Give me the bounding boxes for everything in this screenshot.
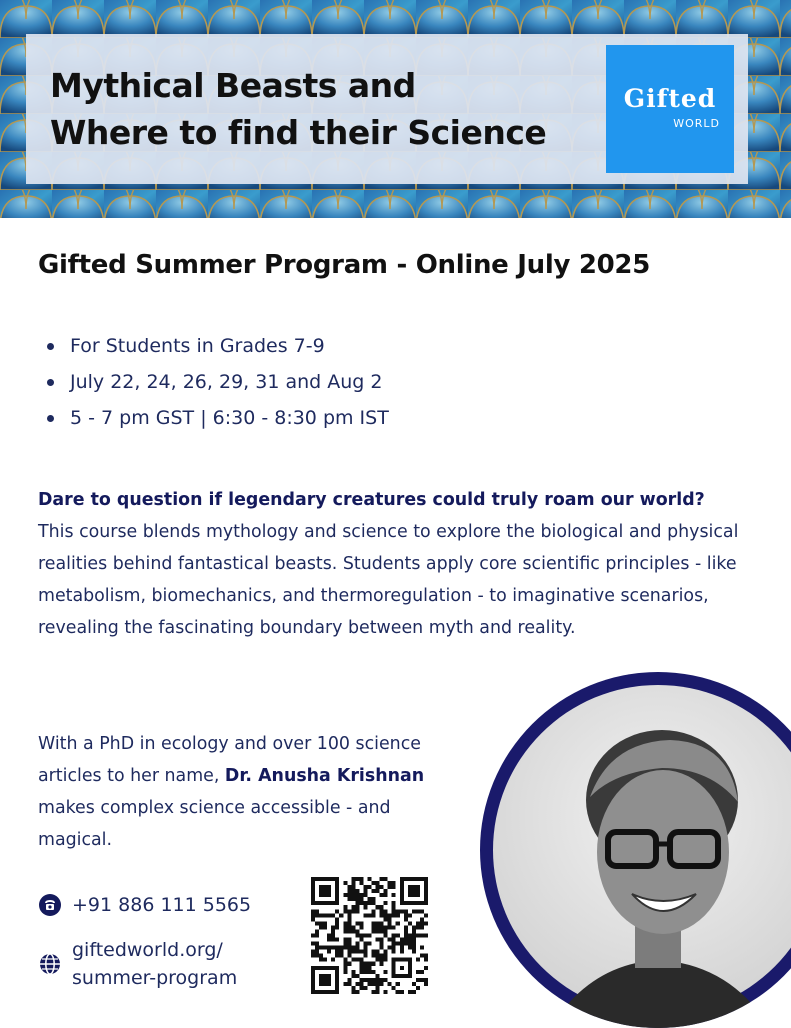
- instructor-name: Dr. Anusha Krishnan: [224, 766, 425, 786]
- website-line-2: summer-program: [72, 967, 238, 989]
- title-line-1: Mythical Beasts and: [50, 66, 416, 105]
- course-description: [38, 484, 743, 644]
- globe-icon: [38, 952, 62, 976]
- description-body: This course blends mythology and science to explore the biological and physical realities behind fantastical beasts. Students apply core scientific principles - like metabolism, biomechanics, and thermoregulation - to imaginative scenarios, revealing the fascinating boundary between myth and reality.: [38, 522, 739, 638]
- gifted-world-logo: [606, 45, 734, 173]
- bio-intro: With a PhD in ecology and over 100 science articles to her name,: [38, 734, 421, 786]
- phone-icon: [38, 893, 62, 917]
- program-heading: Gifted Summer Program - Online July 2025: [38, 250, 651, 280]
- website-contact[interactable]: [38, 936, 237, 992]
- logo-subtext: WORLD: [673, 117, 720, 130]
- program-details-list: [44, 328, 389, 436]
- qr-code[interactable]: [311, 877, 428, 994]
- logo-wordmark: Gifted: [623, 84, 717, 113]
- website-line-1: giftedworld.org/: [72, 939, 223, 961]
- list-item: For Students in Grades 7-9: [44, 328, 389, 364]
- instructor-bio: [38, 728, 428, 856]
- list-item: July 22, 24, 26, 29, 31 and Aug 2: [44, 364, 389, 400]
- header-banner: [0, 0, 791, 218]
- portrait-illustration: [480, 672, 791, 1028]
- phone-contact[interactable]: [38, 893, 251, 917]
- title-line-2: Where to find their Science: [50, 113, 547, 152]
- page-title: [50, 62, 546, 156]
- instructor-photo: [480, 672, 791, 1028]
- description-lead: Dare to question if legendary creatures could truly roam our world?: [38, 490, 705, 510]
- phone-number[interactable]: +91 886 111 5565: [72, 894, 252, 916]
- list-item: 5 - 7 pm GST | 6:30 - 8:30 pm IST: [44, 400, 389, 436]
- website-url[interactable]: [72, 936, 237, 992]
- bio-outro: makes complex science accessible - and magical.: [38, 798, 391, 850]
